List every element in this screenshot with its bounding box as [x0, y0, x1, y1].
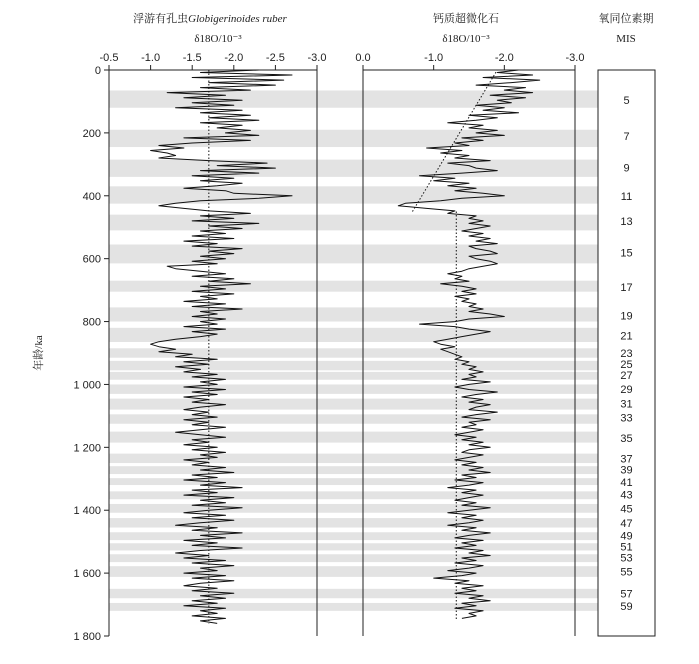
- mis-stage-label: 7: [623, 131, 630, 144]
- mis-stage-label: 23: [620, 348, 633, 360]
- y-axis-tick-label: 1 600: [73, 568, 101, 581]
- mis-stage-label: 13: [620, 215, 633, 228]
- shaded-band: [109, 589, 598, 598]
- shaded-band: [109, 307, 598, 321]
- panel-2-axis-title: δ18O/10⁻³: [442, 33, 490, 45]
- y-axis-tick-label: 1 400: [73, 505, 101, 518]
- mis-stage-label: 27: [620, 370, 633, 383]
- shaded-band: [109, 372, 598, 380]
- panel-2-x-tick-label: -2.0: [494, 52, 514, 64]
- mis-stage-label: 25: [620, 359, 633, 372]
- panel-1-title-italic: Globigerinoides ruber: [188, 13, 287, 25]
- mis-title: 氧同位素期: [598, 13, 654, 25]
- shaded-band: [109, 566, 598, 577]
- mis-stage-label: 47: [620, 517, 633, 530]
- mis-stage-label: 37: [620, 453, 633, 466]
- panel-2-x-tick-label: 0.0: [355, 52, 371, 64]
- shaded-band: [109, 554, 598, 562]
- mis-stage-label: 15: [620, 247, 633, 260]
- mis-stage-label: 9: [623, 162, 630, 175]
- mis-stage-label: 45: [620, 503, 633, 516]
- mis-stage-label: 53: [620, 552, 633, 565]
- mis-stage-label: 41: [620, 476, 633, 489]
- shaded-band: [109, 130, 598, 147]
- mis-stage-label: 49: [620, 530, 633, 543]
- mis-stage-label: 33: [620, 412, 633, 425]
- panel-1-x-tick-label: -1.5: [182, 52, 202, 64]
- panel-1-x-tick-label: -0.5: [99, 52, 119, 64]
- panel-1-x-tick-label: -3.0: [307, 52, 327, 64]
- panel-2-title: 钙质超微化石: [433, 13, 499, 25]
- panel-2-x-tick-label: -3.0: [565, 52, 585, 64]
- shaded-band: [109, 245, 598, 264]
- panel-2-x-tick-label: -1.0: [424, 52, 444, 64]
- y-axis-tick-label: 1 000: [73, 379, 101, 392]
- shaded-band: [109, 348, 598, 357]
- shaded-bands: [109, 90, 598, 610]
- shaded-band: [109, 361, 598, 370]
- mis-stage-label: 35: [620, 432, 633, 445]
- shaded-band: [109, 454, 598, 463]
- shaded-band: [109, 328, 598, 342]
- mis-subtitle: MIS: [616, 33, 636, 45]
- y-axis-tick-label: 1 200: [73, 442, 101, 455]
- mis-stage-label: 57: [620, 588, 633, 601]
- mis-stage-label: 29: [620, 384, 633, 397]
- mis-stage-label: 39: [620, 464, 633, 477]
- shaded-band: [109, 603, 598, 611]
- mis-stage-label: 17: [620, 281, 633, 294]
- shaded-band: [109, 532, 598, 540]
- mis-stage-label: 21: [620, 330, 633, 343]
- panel-1-data-line: [151, 70, 292, 623]
- panel-1-axis-title: δ18O/10⁻³: [194, 33, 242, 45]
- mis-stage-label: 59: [620, 601, 633, 614]
- mis-stage-label: 43: [620, 489, 633, 502]
- shaded-band: [109, 478, 598, 485]
- mis-stage-label: 51: [620, 541, 633, 554]
- panel-1-title: [133, 11, 287, 25]
- mis-stage-label: 55: [620, 566, 633, 579]
- shaded-band: [109, 543, 598, 550]
- y-axis-tick-label: 200: [82, 127, 101, 140]
- y-axis-title: 年龄/ka: [33, 335, 45, 371]
- mis-stage-label: 5: [623, 94, 630, 107]
- panel-1-x-tick-label: -1.0: [141, 52, 161, 64]
- panel-1-x-tick-label: -2.0: [224, 52, 244, 64]
- shaded-band: [109, 186, 598, 203]
- mis-stage-label: 31: [620, 398, 633, 411]
- mis-stage-label: 11: [620, 190, 633, 203]
- panel-1-title-prefix: 浮游有孔虫: [133, 13, 189, 25]
- shaded-band: [109, 215, 598, 231]
- y-axis-tick-label: 1 800: [73, 631, 101, 643]
- shaded-band: [109, 414, 598, 423]
- shaded-band: [109, 399, 598, 410]
- shaded-band: [109, 504, 598, 513]
- y-axis-tick-label: 0: [94, 65, 101, 77]
- mis-stage-label: 19: [620, 310, 633, 323]
- shaded-band: [109, 466, 598, 474]
- y-axis-tick-label: 600: [82, 253, 101, 266]
- y-axis-tick-label: 400: [82, 190, 101, 203]
- y-axis-tick-label: 800: [82, 316, 101, 329]
- shaded-band: [109, 160, 598, 177]
- shaded-band: [109, 384, 598, 393]
- shaded-band: [109, 281, 598, 292]
- shaded-band: [109, 491, 598, 499]
- panel-1-x-tick-label: -2.5: [265, 52, 285, 64]
